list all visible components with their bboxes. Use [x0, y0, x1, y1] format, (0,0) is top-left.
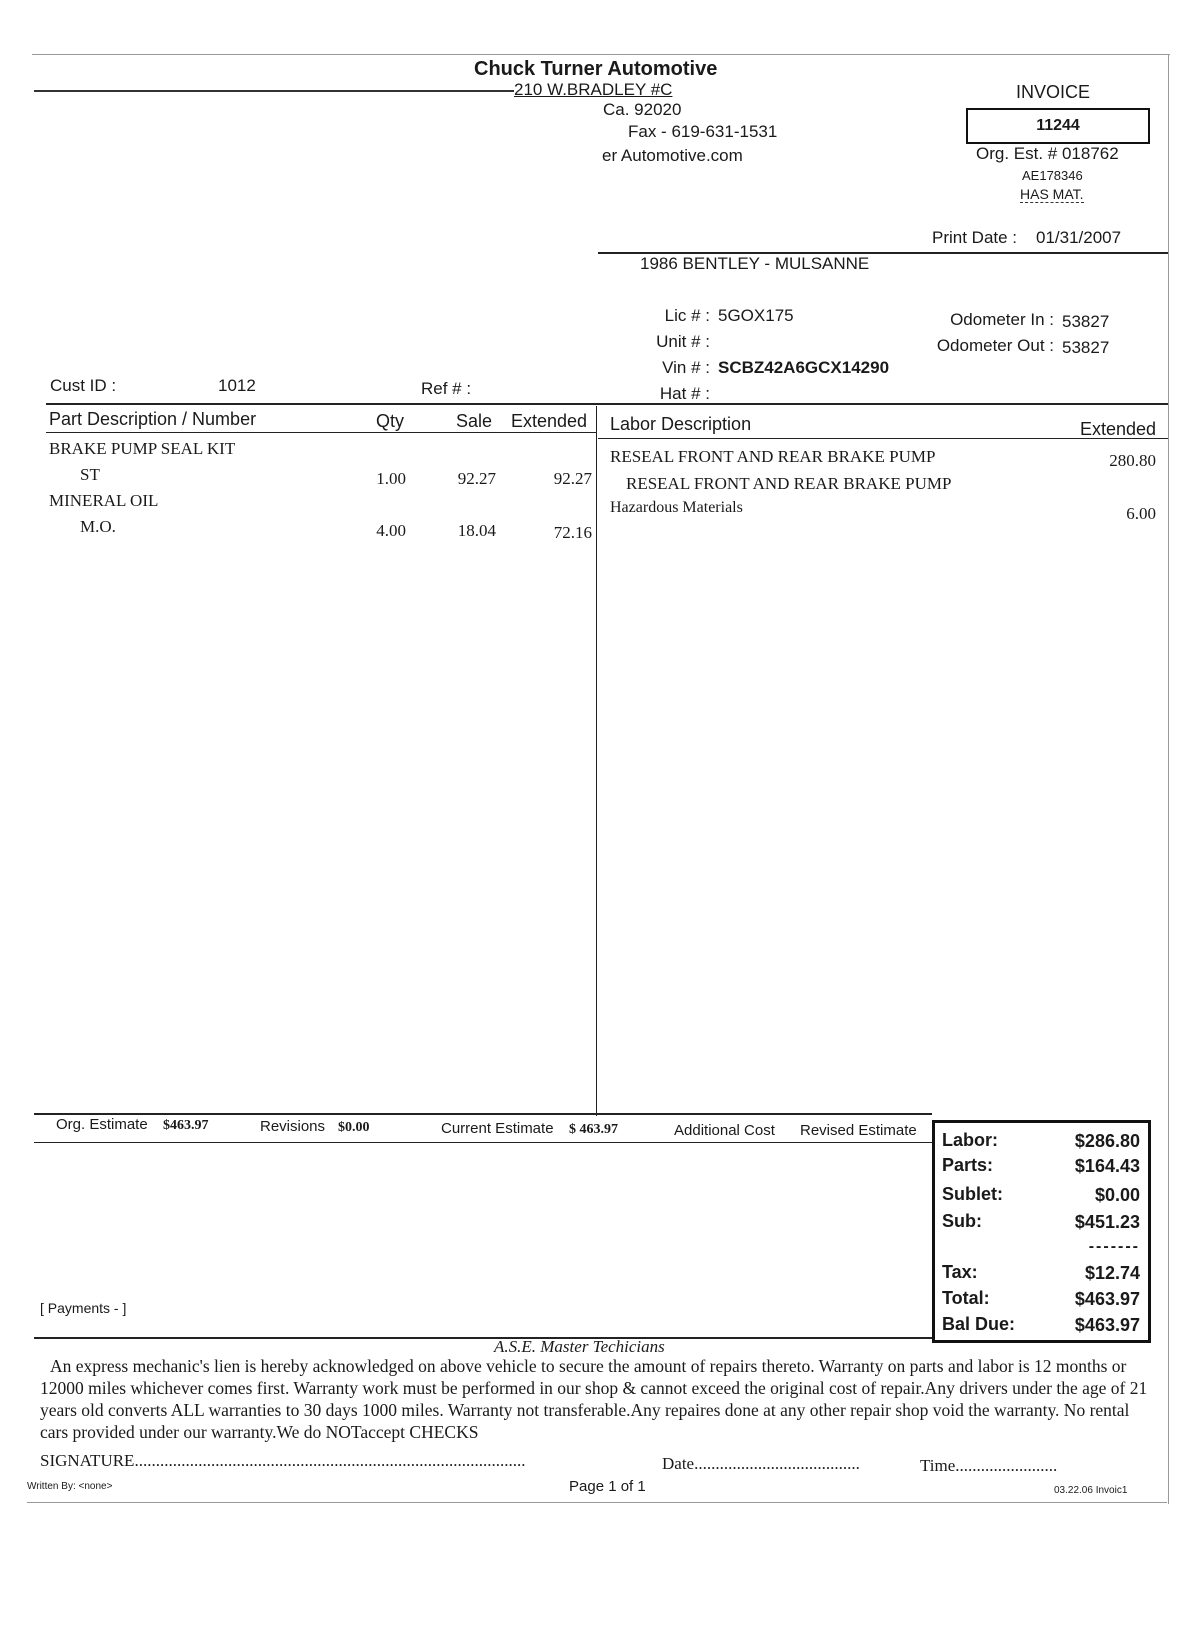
current-estimate-value: $ 463.97 [569, 1122, 618, 1137]
part-number-1: ST [80, 465, 100, 484]
additional-cost-label: Additional Cost [674, 1122, 775, 1139]
ref-label: Ref # : [421, 379, 472, 398]
labor-total-label: Labor: [942, 1130, 998, 1150]
parts-header-desc: Part Description / Number [49, 409, 257, 429]
date-line: Date....................................... [662, 1454, 860, 1473]
estimate-top-rule [34, 1113, 932, 1115]
total-label: Total: [942, 1288, 990, 1308]
parts-header-sale: Sale [456, 411, 493, 431]
shop-fax: Fax - 619-631-1531 [628, 122, 778, 141]
cust-id-value: 1012 [218, 376, 256, 395]
org-est: Org. Est. # 018762 [976, 144, 1119, 163]
part-sale-1: 92.27 [457, 469, 496, 488]
labor-total-value: $286.80 [1074, 1131, 1140, 1151]
total-value: $463.97 [1074, 1289, 1140, 1309]
part-name-1: BRAKE PUMP SEAL KIT [49, 439, 236, 458]
labor-desc-2: RESEAL FRONT AND REAR BRAKE PUMP [626, 474, 952, 493]
has-mat: HAS MAT. [1020, 186, 1084, 202]
shop-web: er Automotive.com [602, 146, 743, 165]
sublet-total-value: $0.00 [1094, 1185, 1140, 1205]
footer-rule [34, 1337, 932, 1339]
ae-number: AE178346 [1022, 168, 1083, 183]
print-date: 01/31/2007 [1036, 228, 1122, 247]
shop-city: Ca. 92020 [603, 100, 682, 119]
part-name-2: MINERAL OIL [49, 491, 159, 510]
part-sale-2: 18.04 [457, 521, 496, 540]
bal-due-value: $463.97 [1074, 1315, 1140, 1335]
sublet-total-label: Sublet: [942, 1184, 1003, 1204]
parts-total-label: Parts: [942, 1155, 994, 1175]
parts-header-rule [46, 432, 596, 433]
part-number-2: M.O. [80, 517, 116, 536]
labor-ext-3: 6.00 [1126, 504, 1156, 523]
vehicle-title: 1986 BENTLEY - MULSANNE [640, 254, 870, 273]
parts-header-qty: Qty [376, 411, 405, 431]
print-date-label: Print Date : [932, 228, 1018, 247]
tax-label: Tax: [942, 1262, 978, 1282]
labor-header-desc: Labor Description [610, 414, 752, 434]
parts-total-value: $164.43 [1074, 1156, 1140, 1176]
time-line: Time........................ [920, 1456, 1058, 1475]
part-ext-2: 72.16 [553, 523, 592, 542]
labor-header-ext: Extended [1079, 419, 1156, 439]
totals-dashes: ------- [1088, 1238, 1140, 1255]
top-border [32, 54, 1170, 55]
org-estimate-label: Org. Estimate [56, 1116, 148, 1133]
lic-label: Lic # : [664, 306, 710, 325]
revisions-label: Revisions [260, 1118, 326, 1135]
odo-in-label: Odometer In : [950, 310, 1054, 329]
payments: [ Payments - ] [40, 1300, 127, 1316]
lic-value: 5GOX175 [718, 306, 794, 325]
odo-out-value: 53827 [1062, 338, 1110, 357]
labor-desc-3: Hazardous Materials [610, 499, 743, 516]
legal-text: An express mechanic's lien is hereby acknowledged on above vehicle to secure the amount of repairs thereto. Warranty on parts and labor is 12 months or 12000 miles whichever comes first. Warranty work must be performed in our shop & cannot exceed the original cost of repair.Any drivers under the age of 21 years old converts ALL warranties to 30 days 1000 miles. Warranty not transferable.Any repaires done at any other repair shop void the warranty. No rental cars provided under our warranty.We do NOTaccept CHECKS [40, 1356, 1148, 1442]
revised-estimate-label: Revised Estimate [800, 1122, 917, 1139]
tax-value: $12.74 [1084, 1263, 1140, 1283]
bal-due-label: Bal Due: [942, 1314, 1016, 1334]
written-by: Written By: <none> [27, 1481, 113, 1492]
odo-out-label: Odometer Out : [936, 336, 1054, 355]
bottom-rule [27, 1502, 1167, 1503]
sub-total-label: Sub: [942, 1211, 982, 1231]
odo-in-value: 53827 [1062, 312, 1110, 331]
signature-line: SIGNATURE............................................................................................ [40, 1451, 526, 1470]
ase-line: A.S.E. Master Techicians [494, 1337, 665, 1356]
form-id: 03.22.06 Invoic1 [1054, 1485, 1128, 1496]
labor-ext-1: 280.80 [1109, 451, 1156, 470]
invoice-number: 11244 [1036, 117, 1080, 134]
page-number: Page 1 of 1 [569, 1478, 646, 1495]
cust-id-label: Cust ID : [50, 376, 117, 395]
invoice-label: INVOICE [1016, 82, 1091, 102]
hat-label: Hat # : [659, 384, 710, 403]
labor-desc-1: RESEAL FRONT AND REAR BRAKE PUMP [610, 447, 936, 466]
parts-header-ext: Extended [511, 411, 588, 431]
header-rule [34, 90, 514, 92]
vin-label: Vin # : [662, 358, 710, 377]
part-ext-1: 92.27 [553, 469, 592, 488]
part-qty-2: 4.00 [376, 521, 406, 540]
org-estimate-value: $463.97 [163, 1118, 209, 1133]
invoice-number-box [966, 108, 1150, 144]
shop-address: 210 W.BRADLEY #C [514, 80, 673, 99]
column-divider [596, 406, 597, 1116]
shop-name: Chuck Turner Automotive [474, 58, 718, 80]
sub-total-value: $451.23 [1074, 1212, 1140, 1232]
current-estimate-label: Current Estimate [441, 1120, 554, 1137]
revisions-value: $0.00 [338, 1120, 370, 1135]
vin-value: SCBZ42A6GCX14290 [718, 358, 890, 377]
unit-label: Unit # : [656, 332, 710, 351]
table-top-rule [46, 403, 1168, 405]
estimate-bottom-rule [34, 1142, 932, 1143]
part-qty-1: 1.00 [376, 469, 406, 488]
right-border [1168, 54, 1169, 1504]
